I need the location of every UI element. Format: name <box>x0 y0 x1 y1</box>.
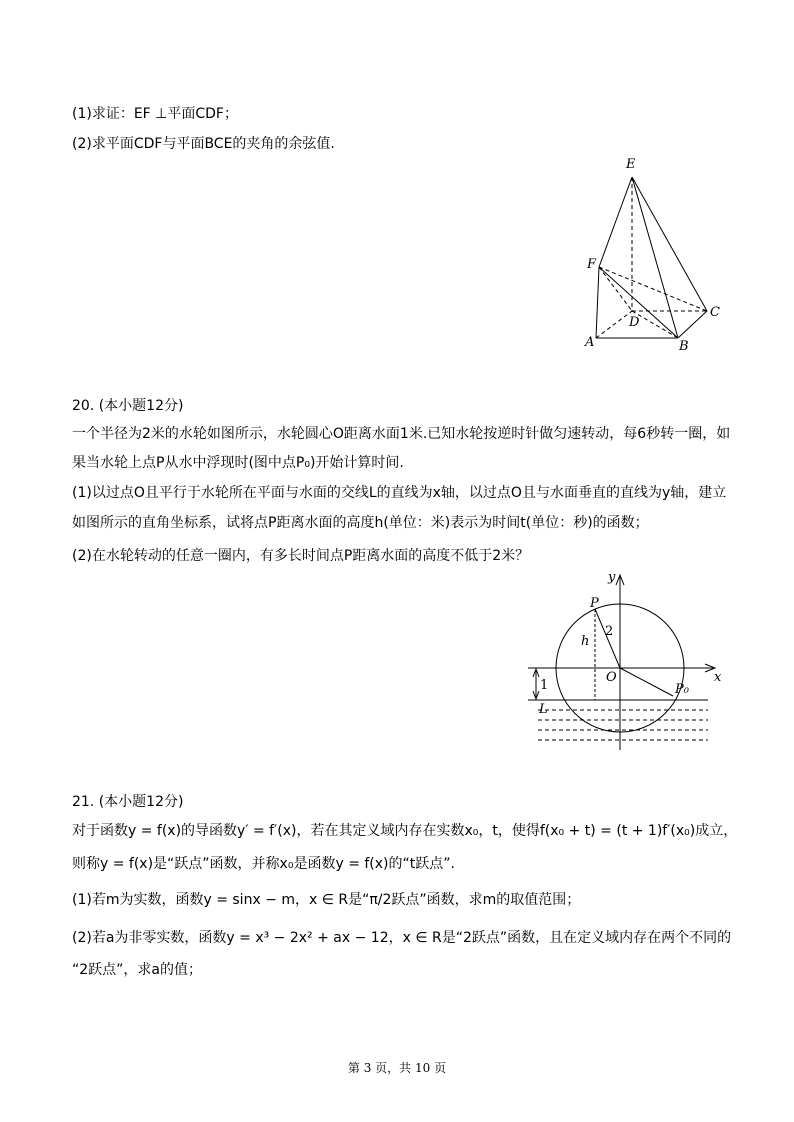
q20-header: 20. (本小题12分) <box>72 398 184 414</box>
edge-FC <box>599 267 707 311</box>
q19-figure <box>575 150 735 370</box>
label-h: h <box>581 634 590 649</box>
label-P0: P₀ <box>675 682 689 697</box>
label-B: B <box>679 339 689 354</box>
edge-FA <box>596 267 599 338</box>
label-D: D <box>629 315 640 330</box>
q21-line4: (2)若a为非零实数，函数y = x³ − 2x² + ax − 12，x ∈ R是“2跃点”函数，且在定义域内存在两个不同的 <box>72 930 732 946</box>
q21-line3: (1)若m为实数，函数y = sinx − m，x ∈ R是“π/2跃点”函数，求m的取值范围； <box>72 892 581 908</box>
label-F: F <box>587 257 597 272</box>
label-y: y <box>608 570 616 585</box>
q20-line2: 果当水轮上点P从水中浮现时(图中点P₀)开始计算时间. <box>72 455 404 471</box>
q21-header: 21. (本小题12分) <box>72 794 184 810</box>
q21-line5: “2跃点”，求a的值； <box>72 962 202 978</box>
q21-line1: 对于函数y = f(x)的导函数y′ = f′(x)，若在其定义域内存在实数x₀，t，使得f(x₀ + t) = (t + 1)f′(x₀)成立， <box>72 823 738 839</box>
edge-AD <box>596 311 632 338</box>
q19-part2: (2)求平面CDF与平面BCE的夹角的余弦值. <box>72 136 335 152</box>
label-A: A <box>585 335 595 350</box>
radius-OP0 <box>620 668 673 696</box>
q21-line2: 则称y = f(x)是“跃点”函数，并称x₀是函数y = f(x)的“t跃点”． <box>72 856 465 872</box>
q19-part1: (1)求证：EF ⊥平面CDF； <box>72 106 238 122</box>
edge-EC <box>632 177 707 311</box>
label-O: O <box>606 670 617 685</box>
edge-EB <box>632 177 678 338</box>
q20-line5: (2)在水轮转动的任意一圈内，有多长时间点P距离水面的高度不低于2米？ <box>72 548 530 564</box>
q20-line3: (1)以过点O且平行于水轮所在平面与水面的交线L的直线为x轴，以过点O且与水面垂直的直线为y轴，建立 <box>72 485 727 501</box>
q20-line1: 一个半径为2米的水轮如图所示，水轮圆心O距离水面1米.已知水轮按逆时针做匀速转动，每6秒转一圈，如 <box>72 426 731 442</box>
label-P: P <box>590 596 599 611</box>
label-1: 1 <box>540 678 549 693</box>
q20-figure <box>528 565 728 755</box>
label-E: E <box>626 157 636 172</box>
label-x: x <box>714 670 722 685</box>
label-L: L <box>539 702 548 717</box>
label-C: C <box>710 305 720 320</box>
edge-BC <box>678 311 707 338</box>
q20-line4: 如图所示的直角坐标系，试将点P距离水面的高度h(单位：米)表示为时间t(单位：秒)的函数； <box>72 515 649 531</box>
label-radius-2: 2 <box>605 624 614 639</box>
page-footer: 第 3 页，共 10 页 <box>347 1061 447 1075</box>
edge-EF <box>599 177 632 267</box>
